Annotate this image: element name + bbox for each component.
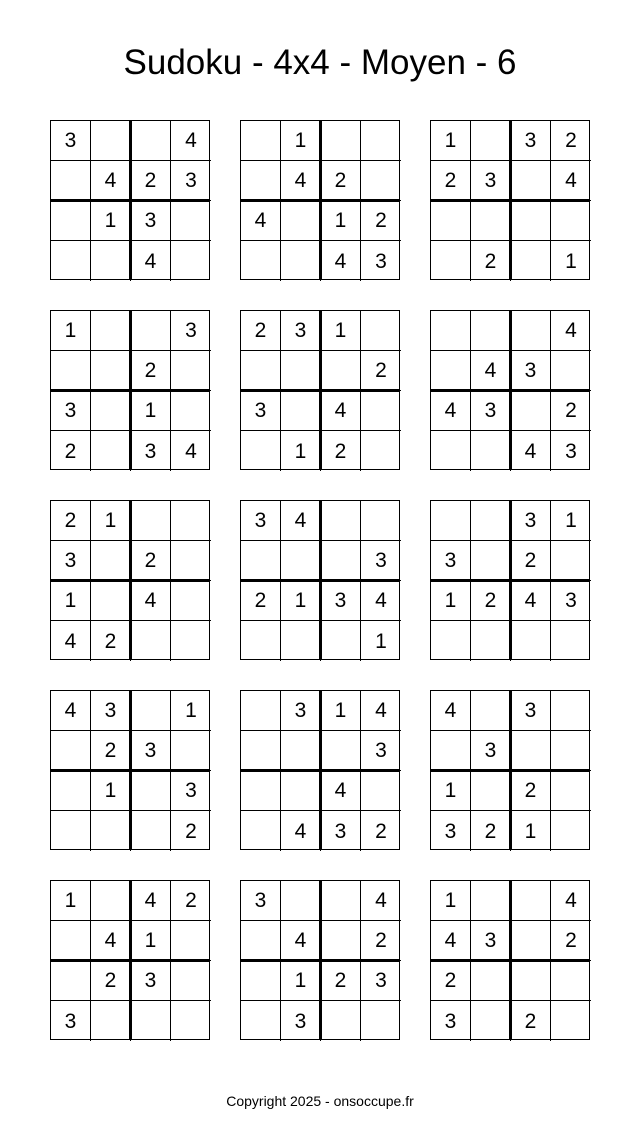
sudoku-grid-6 bbox=[430, 310, 590, 470]
sudoku-cell: 3 bbox=[321, 581, 361, 621]
sudoku-cell: 4 bbox=[281, 921, 321, 961]
sudoku-cell bbox=[511, 241, 551, 281]
sudoku-cell: 4 bbox=[431, 691, 471, 731]
sudoku-cell bbox=[51, 731, 91, 771]
sudoku-cell bbox=[91, 311, 131, 351]
sudoku-cell: 4 bbox=[471, 351, 511, 391]
sudoku-cell bbox=[171, 1001, 211, 1041]
sudoku-cell: 1 bbox=[551, 501, 591, 541]
sudoku-cell bbox=[281, 621, 321, 661]
sudoku-cell: 4 bbox=[241, 201, 281, 241]
sudoku-cell: 1 bbox=[131, 921, 171, 961]
sudoku-cell bbox=[241, 771, 281, 811]
sudoku-cell: 3 bbox=[361, 731, 401, 771]
sudoku-cell bbox=[171, 241, 211, 281]
sudoku-cell bbox=[131, 771, 171, 811]
sudoku-cell bbox=[361, 771, 401, 811]
sudoku-cell: 3 bbox=[321, 811, 361, 851]
sudoku-cell bbox=[51, 961, 91, 1001]
sudoku-cell: 1 bbox=[91, 501, 131, 541]
sudoku-cell: 3 bbox=[431, 1001, 471, 1041]
sudoku-cell: 4 bbox=[511, 431, 551, 471]
sudoku-cell: 1 bbox=[375, 629, 387, 653]
sudoku-grid-9 bbox=[430, 500, 590, 660]
sudoku-cell bbox=[241, 691, 281, 731]
sudoku-cell bbox=[281, 731, 321, 771]
sudoku-cell: 3 bbox=[471, 731, 511, 771]
sudoku-cell: 3 bbox=[91, 691, 131, 731]
sudoku-cell: 1 bbox=[565, 249, 577, 273]
sudoku-cell: 1 bbox=[281, 431, 321, 471]
sudoku-cell: 3 bbox=[511, 501, 551, 541]
sudoku-cell: 2 bbox=[551, 121, 591, 161]
sudoku-cell: 1 bbox=[171, 691, 211, 731]
sudoku-cell bbox=[361, 121, 401, 161]
sudoku-cell bbox=[511, 201, 551, 241]
sudoku-cell: 2 bbox=[375, 819, 387, 843]
sudoku-cell bbox=[471, 1001, 511, 1041]
sudoku-cell bbox=[241, 431, 281, 471]
box-divider-horizontal bbox=[50, 389, 210, 392]
sudoku-cell bbox=[91, 391, 131, 431]
sudoku-cell: 1 bbox=[431, 881, 471, 921]
sudoku-grid-14 bbox=[240, 880, 400, 1040]
sudoku-cell: 2 bbox=[91, 961, 131, 1001]
sudoku-cell bbox=[241, 121, 281, 161]
box-divider-horizontal bbox=[430, 389, 590, 392]
sudoku-grid-11 bbox=[240, 690, 400, 850]
sudoku-cell bbox=[171, 621, 211, 661]
sudoku-cell bbox=[361, 311, 401, 351]
sudoku-cell bbox=[241, 961, 281, 1001]
sudoku-cell: 1 bbox=[91, 201, 131, 241]
sudoku-cell: 1 bbox=[431, 771, 471, 811]
sudoku-cell bbox=[511, 731, 551, 771]
sudoku-cell bbox=[431, 431, 471, 471]
sudoku-cell bbox=[281, 771, 321, 811]
sudoku-cell bbox=[281, 201, 321, 241]
sudoku-cell: 2 bbox=[471, 581, 511, 621]
sudoku-cell bbox=[471, 121, 511, 161]
sudoku-cell: 4 bbox=[131, 581, 171, 621]
sudoku-cell: 4 bbox=[131, 881, 171, 921]
sudoku-cell: 1 bbox=[281, 961, 321, 1001]
sudoku-cell bbox=[131, 691, 171, 731]
sudoku-cell bbox=[471, 771, 511, 811]
box-divider-horizontal bbox=[50, 959, 210, 962]
box-divider-horizontal bbox=[50, 199, 210, 202]
sudoku-cell: 2 bbox=[241, 311, 281, 351]
sudoku-cell bbox=[431, 201, 471, 241]
sudoku-cell bbox=[241, 351, 281, 391]
sudoku-cell bbox=[91, 431, 131, 471]
sudoku-cell: 1 bbox=[51, 881, 91, 921]
box-divider-horizontal bbox=[240, 199, 400, 202]
sudoku-cell: 2 bbox=[361, 921, 401, 961]
sudoku-cell: 3 bbox=[131, 201, 171, 241]
sudoku-cell bbox=[241, 921, 281, 961]
sudoku-cell bbox=[551, 771, 591, 811]
sudoku-cell: 4 bbox=[51, 691, 91, 731]
sudoku-cell: 3 bbox=[361, 541, 401, 581]
sudoku-cell: 4 bbox=[91, 161, 131, 201]
sudoku-cell bbox=[471, 201, 511, 241]
box-divider-horizontal bbox=[240, 769, 400, 772]
sudoku-cell: 3 bbox=[375, 249, 387, 273]
sudoku-cell bbox=[131, 811, 171, 851]
sudoku-cell: 4 bbox=[431, 391, 471, 431]
sudoku-cell: 4 bbox=[511, 581, 551, 621]
sudoku-cell bbox=[321, 501, 361, 541]
sudoku-cell: 2 bbox=[361, 351, 401, 391]
sudoku-cell: 2 bbox=[51, 431, 91, 471]
sudoku-cell bbox=[281, 391, 321, 431]
copyright-footer: Copyright 2025 - onsoccupe.fr bbox=[226, 1093, 414, 1109]
sudoku-cell bbox=[551, 691, 591, 731]
sudoku-cell: 2 bbox=[511, 541, 551, 581]
sudoku-cell: 2 bbox=[471, 241, 511, 281]
sudoku-cell: 1 bbox=[91, 771, 131, 811]
sudoku-cell: 2 bbox=[321, 961, 361, 1001]
sudoku-cell bbox=[431, 311, 471, 351]
sudoku-cell: 1 bbox=[51, 581, 91, 621]
sudoku-cell: 4 bbox=[321, 241, 361, 281]
sudoku-cell: 2 bbox=[321, 431, 361, 471]
sudoku-grid-3 bbox=[430, 120, 590, 280]
sudoku-cell: 3 bbox=[51, 1001, 91, 1041]
sudoku-cell bbox=[431, 731, 471, 771]
sudoku-cell bbox=[471, 541, 511, 581]
sudoku-cell: 2 bbox=[131, 541, 171, 581]
sudoku-cell: 2 bbox=[361, 201, 401, 241]
sudoku-cell bbox=[171, 201, 211, 241]
sudoku-cell bbox=[131, 311, 171, 351]
sudoku-cell bbox=[431, 501, 471, 541]
sudoku-cell bbox=[361, 1001, 401, 1041]
sudoku-cell bbox=[511, 311, 551, 351]
sudoku-grid-15 bbox=[430, 880, 590, 1040]
sudoku-cell bbox=[131, 1001, 171, 1041]
sudoku-cell bbox=[511, 881, 551, 921]
sudoku-cell bbox=[51, 771, 91, 811]
sudoku-cell bbox=[321, 921, 361, 961]
sudoku-cell bbox=[171, 391, 211, 431]
sudoku-cell bbox=[471, 881, 511, 921]
sudoku-cell: 4 bbox=[361, 881, 401, 921]
sudoku-grid-12 bbox=[430, 690, 590, 850]
sudoku-cell bbox=[51, 241, 91, 281]
page-title: Sudoku - 4x4 - Moyen - 6 bbox=[123, 43, 517, 82]
sudoku-cell: 1 bbox=[281, 121, 321, 161]
sudoku-cell bbox=[551, 731, 591, 771]
sudoku-cell bbox=[51, 921, 91, 961]
sudoku-cell: 3 bbox=[431, 541, 471, 581]
box-divider-horizontal bbox=[430, 959, 590, 962]
sudoku-cell bbox=[241, 161, 281, 201]
sudoku-cell: 3 bbox=[471, 391, 511, 431]
sudoku-cell bbox=[171, 541, 211, 581]
sudoku-cell bbox=[171, 501, 211, 541]
sudoku-grid-7 bbox=[50, 500, 210, 660]
sudoku-cell: 3 bbox=[131, 961, 171, 1001]
sudoku-cell: 4 bbox=[281, 161, 321, 201]
sudoku-cell bbox=[471, 501, 511, 541]
sudoku-cell: 3 bbox=[361, 961, 401, 1001]
sudoku-cell: 3 bbox=[471, 161, 511, 201]
sudoku-cell: 3 bbox=[551, 581, 591, 621]
sudoku-cell: 2 bbox=[511, 771, 551, 811]
sudoku-cell bbox=[131, 621, 171, 661]
sudoku-cell: 4 bbox=[51, 621, 91, 661]
sudoku-cell: 3 bbox=[511, 351, 551, 391]
sudoku-cell: 1 bbox=[51, 311, 91, 351]
sudoku-cell: 2 bbox=[131, 351, 171, 391]
sudoku-cell bbox=[51, 201, 91, 241]
sudoku-cell bbox=[431, 621, 471, 661]
sudoku-cell: 2 bbox=[511, 1001, 551, 1041]
sudoku-cell bbox=[321, 621, 361, 661]
sudoku-cell: 2 bbox=[551, 921, 591, 961]
sudoku-cell bbox=[171, 731, 211, 771]
sudoku-grid-5 bbox=[240, 310, 400, 470]
sudoku-cell: 3 bbox=[241, 391, 281, 431]
sudoku-cell: 3 bbox=[241, 881, 281, 921]
box-divider-horizontal bbox=[50, 769, 210, 772]
sudoku-cell: 1 bbox=[321, 311, 361, 351]
sudoku-cell: 4 bbox=[321, 771, 361, 811]
sudoku-cell bbox=[91, 241, 131, 281]
sudoku-cell bbox=[241, 731, 281, 771]
box-divider-horizontal bbox=[240, 389, 400, 392]
sudoku-cell: 3 bbox=[281, 311, 321, 351]
sudoku-cell: 2 bbox=[551, 391, 591, 431]
sudoku-cell bbox=[551, 811, 591, 851]
sudoku-cell: 3 bbox=[241, 501, 281, 541]
sudoku-cell bbox=[171, 351, 211, 391]
sudoku-cell bbox=[321, 731, 361, 771]
sudoku-cell: 1 bbox=[321, 201, 361, 241]
sudoku-cell: 4 bbox=[321, 391, 361, 431]
sudoku-cell bbox=[51, 811, 91, 851]
sudoku-cell bbox=[241, 541, 281, 581]
sudoku-cell: 3 bbox=[131, 731, 171, 771]
sudoku-cell bbox=[321, 121, 361, 161]
sudoku-cell: 1 bbox=[131, 391, 171, 431]
sudoku-cell: 3 bbox=[171, 771, 211, 811]
sudoku-cell bbox=[281, 881, 321, 921]
sudoku-cell: 1 bbox=[511, 811, 551, 851]
sudoku-cell bbox=[511, 921, 551, 961]
sudoku-cell: 2 bbox=[51, 501, 91, 541]
sudoku-cell bbox=[91, 121, 131, 161]
sudoku-cell: 4 bbox=[281, 811, 321, 851]
sudoku-cell: 3 bbox=[511, 691, 551, 731]
sudoku-cell: 1 bbox=[321, 691, 361, 731]
sudoku-cell bbox=[241, 811, 281, 851]
sudoku-cell bbox=[281, 351, 321, 391]
sudoku-cell: 4 bbox=[551, 311, 591, 351]
sudoku-cell: 4 bbox=[171, 121, 211, 161]
sudoku-cell bbox=[241, 1001, 281, 1041]
sudoku-cell: 1 bbox=[281, 581, 321, 621]
sudoku-cell bbox=[91, 811, 131, 851]
sudoku-cell bbox=[431, 351, 471, 391]
sudoku-cell bbox=[91, 541, 131, 581]
sudoku-cell bbox=[321, 1001, 361, 1041]
sudoku-cell bbox=[551, 621, 591, 661]
sudoku-cell bbox=[91, 581, 131, 621]
box-divider-horizontal bbox=[430, 579, 590, 582]
sudoku-cell bbox=[551, 1001, 591, 1041]
sudoku-cell: 4 bbox=[131, 241, 171, 281]
sudoku-cell: 3 bbox=[281, 1001, 321, 1041]
sudoku-cell: 4 bbox=[361, 581, 401, 621]
sudoku-cell: 3 bbox=[171, 311, 211, 351]
sudoku-cell bbox=[511, 961, 551, 1001]
sudoku-grid-13 bbox=[50, 880, 210, 1040]
sudoku-grid-2 bbox=[240, 120, 400, 280]
sudoku-cell: 3 bbox=[431, 811, 471, 851]
sudoku-cell: 4 bbox=[91, 921, 131, 961]
sudoku-cell bbox=[471, 311, 511, 351]
sudoku-cell bbox=[241, 621, 281, 661]
sudoku-cell: 4 bbox=[361, 691, 401, 731]
sudoku-cell: 3 bbox=[511, 121, 551, 161]
sudoku-cell bbox=[91, 881, 131, 921]
sudoku-cell bbox=[511, 161, 551, 201]
sudoku-cell: 3 bbox=[565, 439, 577, 463]
sudoku-cell: 3 bbox=[51, 541, 91, 581]
sudoku-cell: 3 bbox=[131, 431, 171, 471]
sudoku-cell: 2 bbox=[185, 819, 197, 843]
sudoku-cell: 2 bbox=[91, 731, 131, 771]
sudoku-cell bbox=[361, 391, 401, 431]
sudoku-cell bbox=[281, 541, 321, 581]
sudoku-cell bbox=[51, 351, 91, 391]
sudoku-cell bbox=[551, 961, 591, 1001]
sudoku-cell bbox=[551, 351, 591, 391]
sudoku-cell: 4 bbox=[185, 439, 197, 463]
sudoku-cell bbox=[131, 501, 171, 541]
sudoku-cell bbox=[471, 621, 511, 661]
sudoku-cell bbox=[321, 881, 361, 921]
sudoku-cell bbox=[171, 961, 211, 1001]
sudoku-cell bbox=[91, 351, 131, 391]
sudoku-cell bbox=[551, 541, 591, 581]
sudoku-cell: 2 bbox=[131, 161, 171, 201]
box-divider-horizontal bbox=[430, 769, 590, 772]
box-divider-horizontal bbox=[50, 579, 210, 582]
sudoku-cell: 3 bbox=[281, 691, 321, 731]
sudoku-cell: 1 bbox=[431, 121, 471, 161]
sudoku-cell: 3 bbox=[51, 121, 91, 161]
sudoku-cell bbox=[171, 921, 211, 961]
sudoku-cell: 4 bbox=[431, 921, 471, 961]
sudoku-cell bbox=[131, 121, 171, 161]
sudoku-grid-8 bbox=[240, 500, 400, 660]
sudoku-cell: 2 bbox=[91, 621, 131, 661]
sudoku-cell: 3 bbox=[471, 921, 511, 961]
sudoku-cell: 4 bbox=[281, 501, 321, 541]
sudoku-cell bbox=[471, 431, 511, 471]
sudoku-cell: 2 bbox=[171, 881, 211, 921]
sudoku-cell: 4 bbox=[551, 161, 591, 201]
sudoku-cell bbox=[361, 161, 401, 201]
sudoku-cell bbox=[321, 351, 361, 391]
sudoku-cell bbox=[171, 581, 211, 621]
sudoku-cell bbox=[511, 621, 551, 661]
sudoku-cell bbox=[281, 241, 321, 281]
sudoku-cell bbox=[551, 201, 591, 241]
sudoku-cell: 4 bbox=[551, 881, 591, 921]
sudoku-grid-10 bbox=[50, 690, 210, 850]
sudoku-cell bbox=[91, 1001, 131, 1041]
sudoku-cell bbox=[361, 431, 401, 471]
sudoku-cell: 3 bbox=[171, 161, 211, 201]
sudoku-cell bbox=[511, 391, 551, 431]
sudoku-cell: 2 bbox=[321, 161, 361, 201]
sudoku-cell: 2 bbox=[241, 581, 281, 621]
sudoku-cell bbox=[431, 241, 471, 281]
sudoku-cell bbox=[241, 241, 281, 281]
box-divider-horizontal bbox=[240, 579, 400, 582]
sudoku-cell bbox=[361, 501, 401, 541]
sudoku-cell bbox=[51, 161, 91, 201]
sudoku-cell bbox=[321, 541, 361, 581]
box-divider-horizontal bbox=[240, 959, 400, 962]
sudoku-grid-4 bbox=[50, 310, 210, 470]
sudoku-grid-1 bbox=[50, 120, 210, 280]
box-divider-horizontal bbox=[430, 199, 590, 202]
sudoku-cell bbox=[471, 691, 511, 731]
sudoku-cell: 1 bbox=[431, 581, 471, 621]
sudoku-cell bbox=[471, 961, 511, 1001]
sudoku-cell: 2 bbox=[471, 811, 511, 851]
sudoku-cell: 2 bbox=[431, 961, 471, 1001]
sudoku-cell: 2 bbox=[431, 161, 471, 201]
sudoku-cell: 3 bbox=[51, 391, 91, 431]
